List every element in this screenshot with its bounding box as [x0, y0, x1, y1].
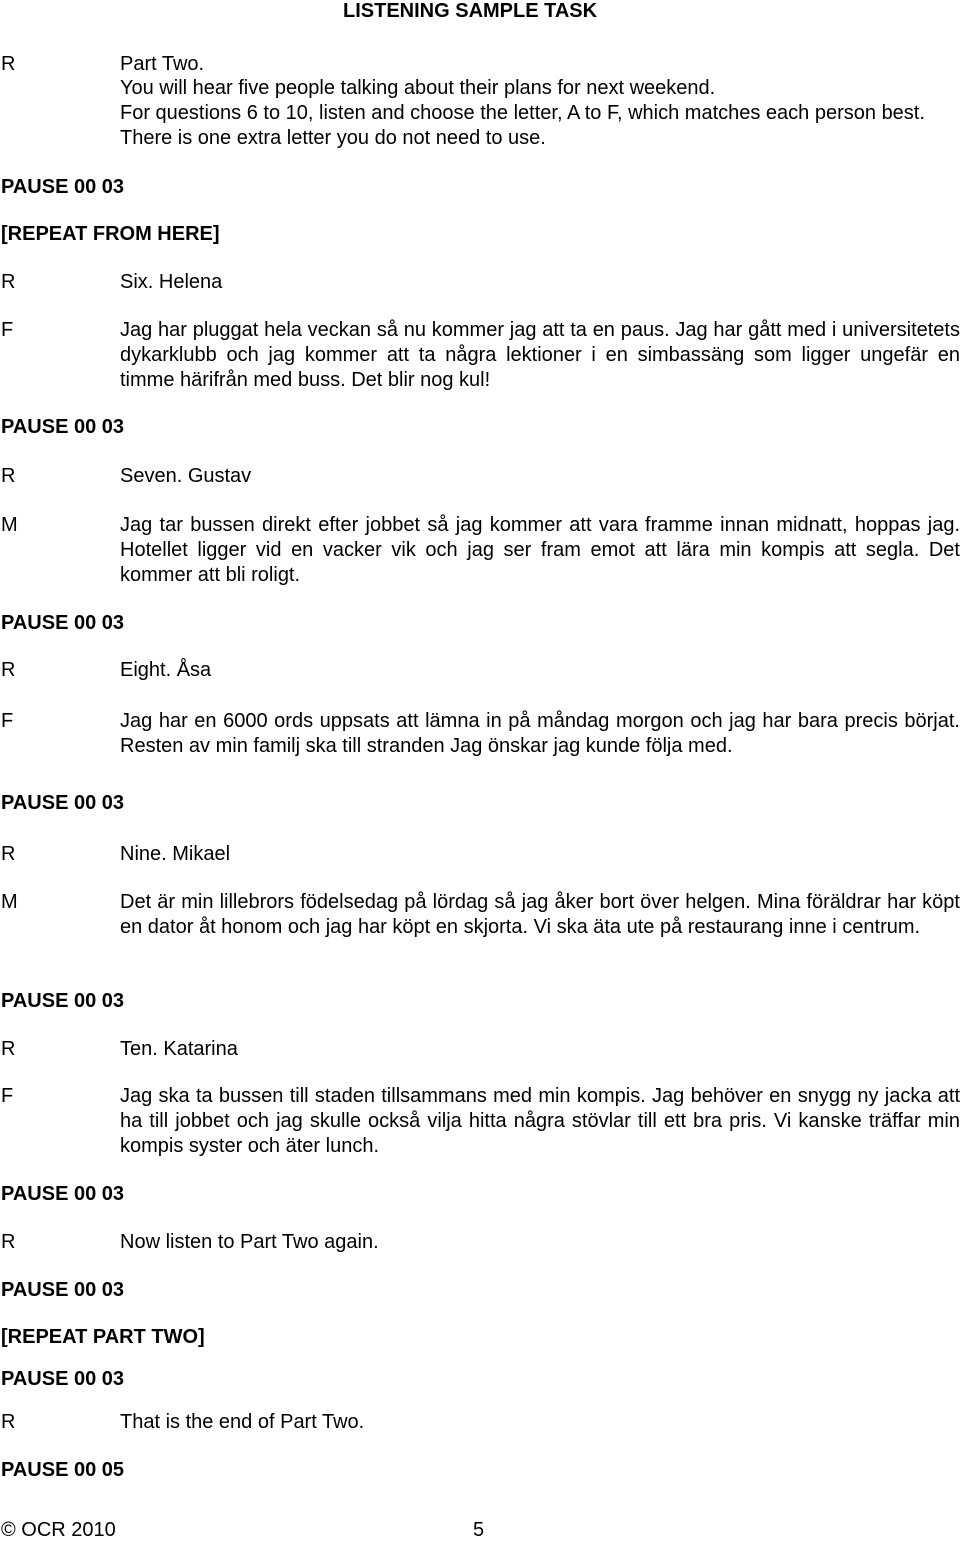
item-title: Seven. Gustav: [120, 465, 252, 487]
pause-marker: PAUSE 00 03: [1, 612, 125, 634]
speaker-label: R: [1, 659, 16, 681]
intro-instructions: For questions 6 to 10, listen and choose the letter, A to F, which matches each person best. There is one extra letter you do not need to use.: [120, 102, 925, 149]
speaker-label: R: [1, 53, 16, 75]
item-title: Nine. Mikael: [120, 843, 231, 865]
item-text: Jag har en 6000 ords uppsats att lämna in på måndag morgon och jag har bara precis börjat. Resten av min familj ska till stranden Jag önskar jag kunde följa med.: [120, 710, 960, 757]
pause-marker: PAUSE 00 03: [1, 1368, 125, 1390]
speaker-label: R: [1, 843, 16, 865]
speaker-label: M: [1, 514, 18, 536]
item-text: Det är min lillebrors födelsedag på lördag så jag åker bort över helgen. Mina föräldrar har köpt en dator åt honom och jag har köpt en skjorta. Vi ska äta ute på restaurang inne i centrum.: [120, 891, 960, 938]
repeat-from-here: [REPEAT FROM HERE]: [1, 223, 220, 245]
page-title: LISTENING SAMPLE TASK: [343, 0, 598, 22]
end-of-part-text: That is the end of Part Two.: [120, 1411, 365, 1433]
item-text: Jag tar bussen direkt efter jobbet så jag kommer att vara framme innan midnatt, hoppas jag. Hotellet ligger vid en vacker vik och jag ser fram emot att lära min kompis att segla. Det kommer att bli roligt.: [120, 514, 960, 586]
listen-again-text: Now listen to Part Two again.: [120, 1231, 379, 1253]
intro-part-title: Part Two.: [120, 53, 205, 75]
pause-marker: PAUSE 00 03: [1, 1279, 125, 1301]
speaker-label: F: [1, 710, 14, 732]
item-title: Six. Helena: [120, 271, 223, 293]
speaker-label: R: [1, 1231, 16, 1253]
speaker-label: R: [1, 1411, 16, 1433]
pause-marker: PAUSE 00 03: [1, 176, 125, 198]
copyright-text: © OCR 2010: [1, 1519, 116, 1541]
pause-marker-final: PAUSE 00 05: [1, 1459, 125, 1481]
item-title: Ten. Katarina: [120, 1038, 238, 1060]
item-text: Jag ska ta bussen till staden tillsammans med min kompis. Jag behöver en snygg ny jacka att ha till jobbet och jag skulle också vilja hitta några stövlar till ett bra pris. Vi kanske träffar min kompis syster och äter lunch.: [120, 1085, 960, 1157]
speaker-label: F: [1, 319, 14, 341]
item-title: Eight. Åsa: [120, 659, 212, 681]
pause-marker: PAUSE 00 03: [1, 416, 125, 438]
speaker-label: F: [1, 1085, 14, 1107]
speaker-label: R: [1, 465, 16, 487]
pause-marker: PAUSE 00 03: [1, 792, 125, 814]
speaker-label: M: [1, 891, 18, 913]
speaker-label: R: [1, 271, 16, 293]
pause-marker: PAUSE 00 03: [1, 1183, 125, 1205]
repeat-part-two: [REPEAT PART TWO]: [1, 1326, 205, 1348]
pause-marker: PAUSE 00 03: [1, 990, 125, 1012]
page-number: 5: [473, 1519, 485, 1541]
item-text: Jag har pluggat hela veckan så nu kommer jag att ta en paus. Jag har gått med i universitetets dykarklubb och jag kommer att ta några lektioner i en simbassäng som ligger ungefär en timme härifrån med buss. Det blir nog kul!: [120, 319, 960, 391]
speaker-label: R: [1, 1038, 16, 1060]
intro-description: You will hear five people talking about their plans for next weekend.: [120, 77, 716, 99]
